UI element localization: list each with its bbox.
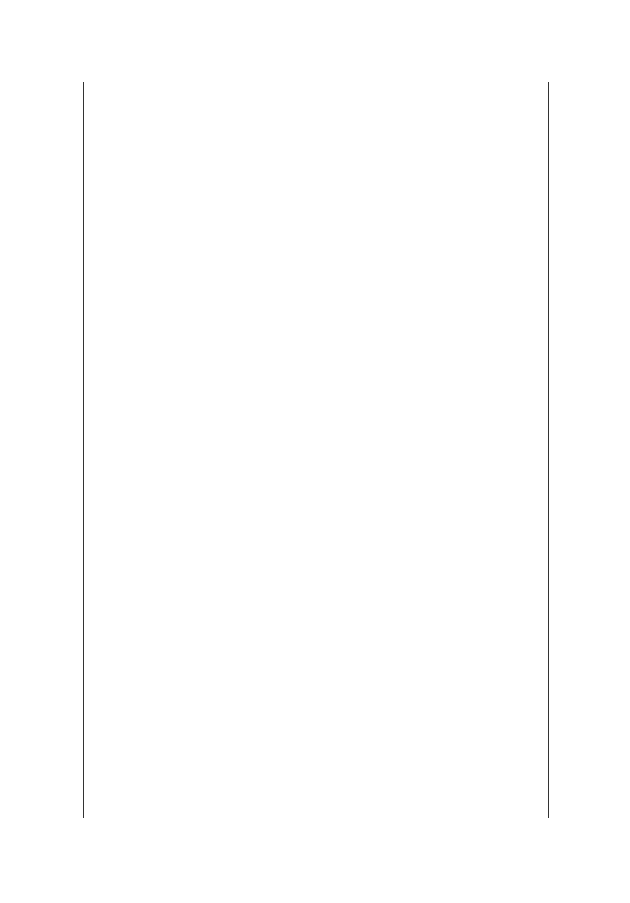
- right-border-line: [548, 82, 549, 818]
- left-border-line: [83, 82, 84, 818]
